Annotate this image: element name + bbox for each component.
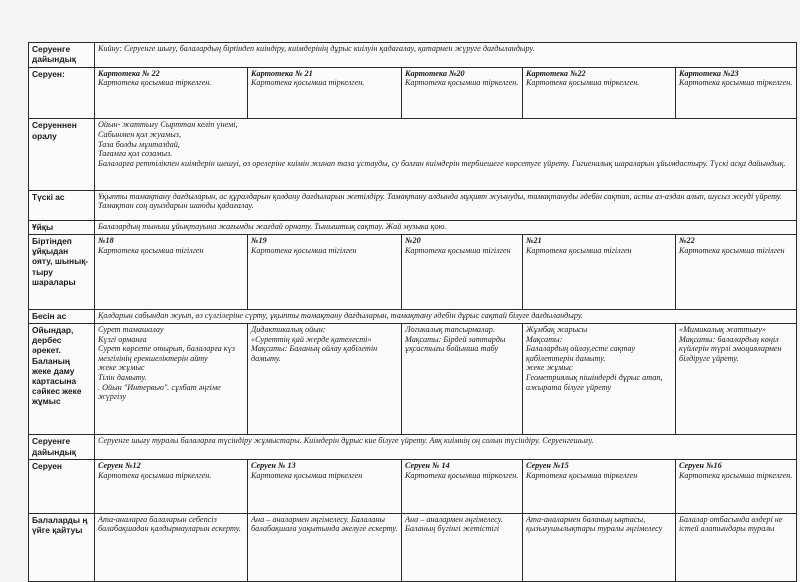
row-return-from-walk	[29, 119, 797, 190]
cell-title: Серуен №12	[98, 461, 141, 471]
plan-cell	[523, 67, 676, 119]
row-label: Бесін ас	[29, 310, 95, 324]
cell-title: Серуен №16	[679, 461, 722, 471]
row-wake-up	[29, 235, 797, 310]
plan-cell	[523, 235, 676, 310]
plan-cell	[402, 67, 523, 119]
cell-text: Картотека қосымша тігілген	[679, 245, 785, 255]
plan-cell	[676, 235, 797, 310]
plan-cell	[523, 460, 676, 514]
cell-text: Ана – аналармен әңгімелесу. Балаланы балабақшаға уақытында әкелуге ескерту.	[251, 514, 398, 534]
cell-title: Серуен № 13	[251, 461, 296, 471]
row-sleep	[29, 221, 797, 235]
plan-cell	[248, 235, 402, 310]
row-label: Серуенге дайындық	[29, 43, 95, 68]
cell-title: Жұмбақ жарысы	[526, 324, 588, 334]
row-walk-preparation	[29, 43, 797, 68]
plan-cell	[523, 323, 676, 434]
row-walk-2	[29, 460, 797, 514]
cell-text: Күзгі орманға Сурет көрсете отырып, балаларға күз мезгілінің ерекшеліктерін айту жеке жұмыс Тілін дамыту. . Ойын "Интервью". сұхбат әңгіме жүргізу	[98, 334, 235, 402]
row-label: Ұйқы	[29, 221, 95, 235]
cell-title: №20	[405, 236, 421, 246]
plan-cell	[676, 513, 797, 581]
cell-title: Картотека №23	[679, 68, 739, 78]
plan-cell	[523, 513, 676, 581]
plan-cell	[402, 323, 523, 434]
plan-cell	[402, 235, 523, 310]
plan-cell	[95, 513, 248, 581]
plan-cell	[95, 460, 248, 514]
cell-title: Логикалық тапсырмалар.	[405, 324, 495, 334]
daily-plan-table	[28, 42, 797, 582]
cell-text: «Суреттің қай жерде қателесті» Мақсаты: Баланың ойлау қабілетін дамыту.	[251, 334, 378, 363]
row-label: Серуен	[29, 460, 95, 514]
cell-text: Картотека қосымша тігілген	[98, 245, 204, 255]
row-label: Серуенге дайындық	[29, 435, 95, 460]
row-label: Серуеннен оралу	[29, 119, 95, 190]
row-label: Балаларды ң үйге қайтуы	[29, 513, 95, 581]
cell-title: Картотека № 21	[251, 68, 313, 78]
row-label: Түскі ас	[29, 190, 95, 221]
row-walk	[29, 67, 797, 119]
cell-title: Сурет тамашалау	[98, 324, 164, 334]
row-text: Серуенге шығу туралы балаларға түсіндіру жұмыстары. Киімдерін дұрыс кие білуге үйрету. Аяқ киімнің оң солын түсіндіру. Серуенгешығу.	[95, 435, 797, 460]
cell-title: Картотека №20	[405, 68, 465, 78]
plan-cell	[248, 460, 402, 514]
cell-text: Картотека қосымша тіркелген.	[405, 78, 519, 88]
cell-text: Балалар отбасында өздері не істей алатындары туралы	[679, 514, 783, 534]
cell-text: Картотека қосымша тіркелген.	[526, 78, 640, 88]
cell-text: Картотека қосымша тіркелген	[251, 470, 363, 480]
cell-text: Мақсаты: Балалардың ойлау,есте сақтау қабілеттерін дамыту. жеке жұмыс Геометриялық пішіндерді дұрыс атап, ажырата білуге үйрету	[526, 334, 663, 392]
row-going-home	[29, 513, 797, 581]
plan-cell	[676, 460, 797, 514]
row-text: Кийну: Серуенге шығу, балалардың бірtіндеп киіндіру, киімдерінің дұрыс киілуін қадағалау, қатармен жүруге дағдыландыру.	[95, 43, 797, 68]
cell-title: Дидактикалық ойын:	[251, 324, 326, 334]
row-lunch	[29, 190, 797, 221]
row-text: Қолдарын сабындап жуып, өз сүлгілеріне сүрту, ұқыпты тамақтану дағдыларын, тамақтану әдебін дұрыс сақтай білуге дағдыландыру.	[95, 310, 797, 324]
plan-cell	[95, 67, 248, 119]
cell-title: №21	[526, 236, 542, 246]
row-text-body: Ойын- жаттығу Сырттан келіп үнемі, Сабынмен қол жуамыз, Таза болды мұнтаздай, Тағамға қол созамыз. Балаларға реттілікпен киімдерін шешуі, өз орелеріне киімін жинап таза ұстауды, су болған киімдерін тербиешеге көрсетуге үйрету. Гигиеналық шараларын ұйымдастыру. Түскі асқа дайындық.	[98, 120, 786, 168]
cell-text: Ата-аналармен баланың ыңтасы, қызығушылықтары туралы әңгімелесу	[526, 514, 663, 534]
row-walk-preparation-2	[29, 435, 797, 460]
plan-cell	[248, 67, 402, 119]
row-label: Ойындар, дербес әрекет. Баланың жеке даму картасына сәйкес жеке жұмыс	[29, 323, 95, 434]
cell-text: Картотека қосымша тіркелген	[526, 470, 638, 480]
cell-text: Мақсаты: балалардың көңіл күйлерін түрлі эмоциялармен білдіруге үйрету.	[679, 334, 782, 363]
row-games	[29, 323, 797, 434]
row-text: Ұқыпты тамақтану дағдыларын, ас құралдарын қолдану дағдыларын жетілдіру. Тамақтану алдында мұқият жуынуды, тамақтануды әдебін сақтап, асты аз-аздан алып, шусыз жеуді үйрету. Тамақтан соң ауыздарын шаюды қадағалау.	[95, 190, 797, 221]
plan-cell	[402, 460, 523, 514]
cell-text: Картотека қосымша тіркелген.	[679, 78, 793, 88]
cell-text: Ата-аналарға балаларын себепсіз балабақшадан қалдырмауларын ескерту.	[98, 514, 241, 534]
plan-cell	[95, 323, 248, 434]
plan-cell	[402, 513, 523, 581]
cell-text: Картотека қосымша тіркелген.	[251, 78, 365, 88]
cell-title: Серуен № 14	[405, 461, 450, 471]
plan-cell	[248, 513, 402, 581]
cell-text: Картотека қосымша тіркелген.	[98, 78, 212, 88]
cell-text: Картотека қосымша тігілген	[526, 245, 632, 255]
plan-cell	[676, 67, 797, 119]
row-label: Серуен:	[29, 67, 95, 119]
cell-title: №19	[251, 236, 267, 246]
cell-text: Картотека қосымша тіркелген.	[679, 470, 793, 480]
cell-title: №18	[98, 236, 114, 246]
row-text	[95, 119, 797, 190]
cell-title: Серуен №15	[526, 461, 569, 471]
cell-title: №22	[679, 236, 695, 246]
row-text: Балалардың тыныш ұйықтауына жағымды жағдай орнату. Тыныштық сақтау. Жай музыка қою.	[95, 221, 797, 235]
plan-cell	[248, 323, 402, 434]
cell-text: Ана – аналармен әңгімелесу. Баланың бүгінгі жетістігі	[405, 514, 503, 534]
plan-cell	[676, 323, 797, 434]
cell-title: «Мимикалық жаттығу»	[679, 324, 766, 334]
cell-title: Картотека № 22	[98, 68, 160, 78]
cell-text: Картотека қосымша тіркелген.	[405, 470, 519, 480]
cell-title: Картотека №22	[526, 68, 586, 78]
cell-text: Мақсаты: Бірдей заттарды ұқсастығы бойынша табу	[405, 334, 506, 354]
row-label: Біртіндеп ұйқыдан ояту, шынық-тыру шаралары	[29, 235, 95, 310]
cell-text: Картотека қосымша тігілген	[405, 245, 511, 255]
cell-text: Картотека қосымша тіркелген.	[98, 470, 212, 480]
row-snack	[29, 310, 797, 324]
plan-cell	[95, 235, 248, 310]
cell-text: Картотека қосымша тігілген	[251, 245, 357, 255]
